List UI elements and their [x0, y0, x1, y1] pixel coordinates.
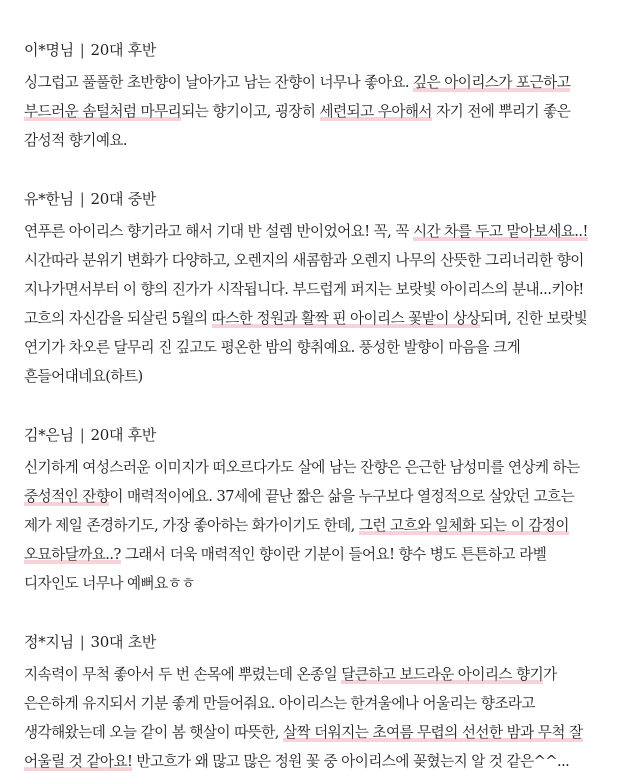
review-segment: 연푸른 아이리스 향기라고 해서 기대 반 설렘 반이었어요! 꼭, 꼭	[24, 223, 413, 240]
review-text	[24, 217, 600, 391]
review-text	[24, 68, 600, 155]
reviewer-age: 20대 후반	[90, 426, 157, 444]
review-highlight: 시간 차를 두고 맡아보세요..!	[413, 223, 588, 240]
review-highlight: 달큰하고 보드라운 아이리스 향기	[341, 666, 544, 683]
review-segment: 가 은은하게 유지되서 기분 좋게 만들어줘요. 아이리스는 한겨울에나 어울리는 향조라고 생각해왔는데 오늘 같이 봄 햇살이 따뜻한,	[24, 666, 557, 741]
review-item	[24, 189, 600, 391]
review-segment: 지속력이 무척 좋아서 두 번 손목에 뿌렸는데 온종일	[24, 666, 342, 683]
reviewer-name: 김*은님	[24, 426, 74, 444]
review-text	[24, 660, 600, 776]
separator: |	[79, 633, 85, 651]
review-item	[24, 425, 600, 598]
separator: |	[79, 41, 85, 59]
review-item	[24, 40, 600, 155]
review-segment: 되며, 진한 보랏빛 연기가 차오른 달무리 진 깊고도 평온한 밤의 향취예요. 풍성한 발향이 마음을 크게 흔들어대네요(하트)	[24, 310, 588, 385]
reviewer-header	[24, 189, 600, 209]
reviewer-name: 이*명님	[24, 41, 74, 59]
review-highlight: 살짝 더워지는 초여름 무렵의 선선한 밤과 무척 잘 어울릴 것 같아요!	[24, 724, 583, 770]
review-highlight: 그런 고흐와 일체화 되는 이 감정이 오묘하달까요..?	[24, 517, 569, 563]
review-segment: 이 매력적이에요. 37세에 끝난 짧은 삶을 누구보다 열정적으로 살았던 고흐는 제가 제일 존경하기도, 가장 좋아하는 화가이기도 한데,	[24, 488, 575, 534]
reviewer-header	[24, 40, 600, 60]
review-segment: 그래서 더욱 매력적인 향이란 기분이 들어요! 향수 병도 튼튼하고 라벨 디자인도 너무나 예뻐요ㅎㅎ	[24, 546, 547, 592]
reviewer-name: 정*지님	[24, 633, 74, 651]
review-highlight: 깊은 아이리스가 포근하고 부드러운 솜털처럼 마무리	[24, 74, 571, 120]
review-segment: 반고흐가 왜 많고 많은 정원 꽃 중 아이리스에 꽂혔는지 알 것 같은^^...	[132, 753, 570, 770]
review-highlight: 중성적인 잔향	[24, 488, 110, 505]
review-segment: 자기 전에 뿌리기 좋은 감성적 향기예요.	[24, 103, 571, 149]
review-segment: 신기하게 여성스러운 이미지가 떠오르다가도 살에 남는 잔향은 은근한 남성미를 연상케 하는	[24, 459, 580, 476]
reviewer-name: 유*한님	[24, 190, 74, 208]
review-segment: 싱그럽고 풀풀한 초반향이 날아가고 남는 잔향이 너무나 좋아요.	[24, 74, 414, 91]
review-item	[24, 632, 600, 776]
separator: |	[79, 190, 85, 208]
reviewer-age: 20대 후반	[90, 41, 157, 59]
reviewer-header	[24, 632, 600, 652]
separator: |	[79, 426, 85, 444]
review-segment: 시간따라 분위기 변화가 다양하고, 오렌지의 새콤함과 오렌지 나무의 산뜻한 그리너리한 향이 지나가면서부터 이 향의 진가가 시작됩니다. 부드럽게 퍼지는 보랏빛 아이리스의 분내...키야! 고흐의 자신감을 되살린 5월의	[24, 252, 584, 327]
review-highlight: 세련되고 우아해서	[319, 103, 432, 120]
reviewer-age: 30대 초반	[90, 633, 157, 651]
reviewer-age: 20대 중반	[90, 190, 157, 208]
review-highlight: 따스한 정원과 활짝 핀 아이리스 꽃밭이 상상	[211, 310, 481, 327]
review-segment: 되는 향기이고, 굉장히	[181, 103, 320, 120]
review-text	[24, 453, 600, 598]
reviewer-header	[24, 425, 600, 445]
